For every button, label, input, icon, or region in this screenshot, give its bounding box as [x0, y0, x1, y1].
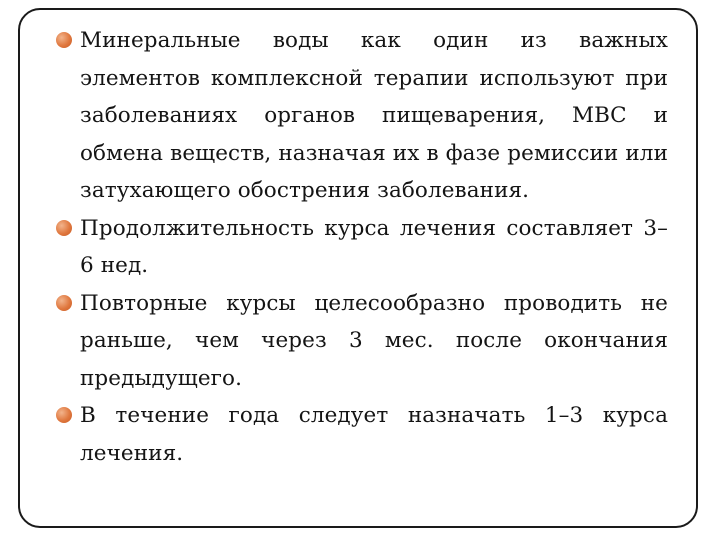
bullet-text: В течение года следует назначать 1–3 курса лечения. [80, 403, 668, 466]
bullet-dot-icon [56, 407, 72, 423]
bullet-text: Повторные курсы целесообразно проводить не раньше, чем через 3 мес. после окончания предыдущего. [80, 290, 668, 391]
bullet-list [56, 22, 668, 472]
bullet-item-3 [56, 285, 668, 398]
bullet-dot-icon [56, 295, 72, 311]
bullet-item-2 [56, 210, 668, 285]
bullet-item-1 [56, 22, 668, 210]
bullet-item-4 [56, 397, 668, 472]
bullet-dot-icon [56, 220, 72, 236]
bullet-text: Минеральные воды как один из важных элементов комплексной терапии используют при заболеваниях органов пищеварения, МВС и обмена веществ, назначая их в фазе ремиссии или затухающего обострения заболевания. [80, 28, 668, 203]
bullet-dot-icon [56, 32, 72, 48]
bullet-text: Продолжительность курса лечения составляет 3–6 нед. [80, 215, 668, 278]
